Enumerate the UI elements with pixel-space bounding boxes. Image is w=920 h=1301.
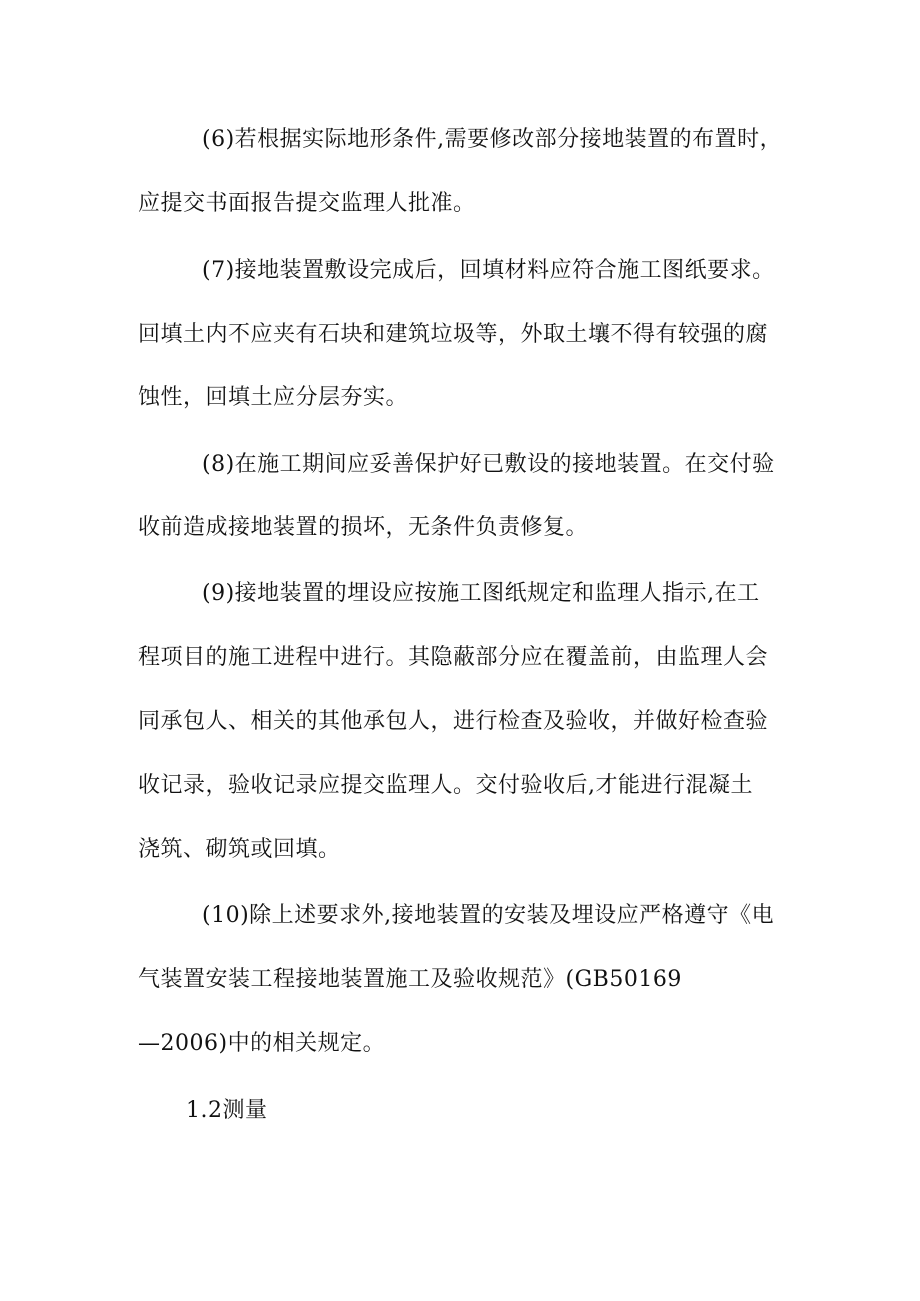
paragraph-9-line-2: 程项目的施工进程中进行。其隐蔽部分应在覆盖前，由监理人会 bbox=[138, 645, 769, 670]
paragraph-10-line-2: 气装置安装工程接地装置施工及验收规范》(GB50169 bbox=[138, 967, 682, 992]
paragraph-7-line-3: 蚀性，回填土应分层夯实。 bbox=[138, 385, 409, 410]
paragraph-8-line-2: 收前造成接地装置的损坏，无条件负责修复。 bbox=[138, 515, 589, 540]
paragraph-10-line-3: —2006)中的相关规定。 bbox=[138, 1031, 386, 1056]
paragraph-9-line-5: 浇筑、砌筑或回填。 bbox=[138, 837, 341, 862]
paragraph-9-line-4: 收记录，验收记录应提交监理人。交付验收后,才能进行混凝土 bbox=[138, 773, 753, 798]
section-heading: 1.2测量 bbox=[186, 1098, 268, 1123]
paragraph-8-line-1: (8)在施工期间应妥善保护好已敷设的接地装置。在交付验 bbox=[202, 452, 775, 477]
paragraph-6-line-1: (6)若根据实际地形条件,需要修改部分接地装置的布置时， bbox=[202, 127, 783, 152]
paragraph-9-line-1: (9)接地装置的埋设应按施工图纸规定和监理人指示,在工 bbox=[202, 581, 760, 606]
paragraph-10-line-1: (10)除上述要求外,接地装置的安装及埋设应严格遵守《电 bbox=[202, 903, 775, 928]
paragraph-9-line-3: 同承包人、相关的其他承包人，进行检查及验收，并做好检查验 bbox=[138, 709, 769, 734]
paragraph-7-line-1: (7)接地装置敷设完成后，回填材料应符合施工图纸要求。 bbox=[202, 258, 775, 283]
paragraph-6-line-2: 应提交书面报告提交监理人批准。 bbox=[138, 191, 476, 216]
paragraph-7-line-2: 回填土内不应夹有石块和建筑垃圾等，外取土壤不得有较强的腐 bbox=[138, 322, 769, 347]
